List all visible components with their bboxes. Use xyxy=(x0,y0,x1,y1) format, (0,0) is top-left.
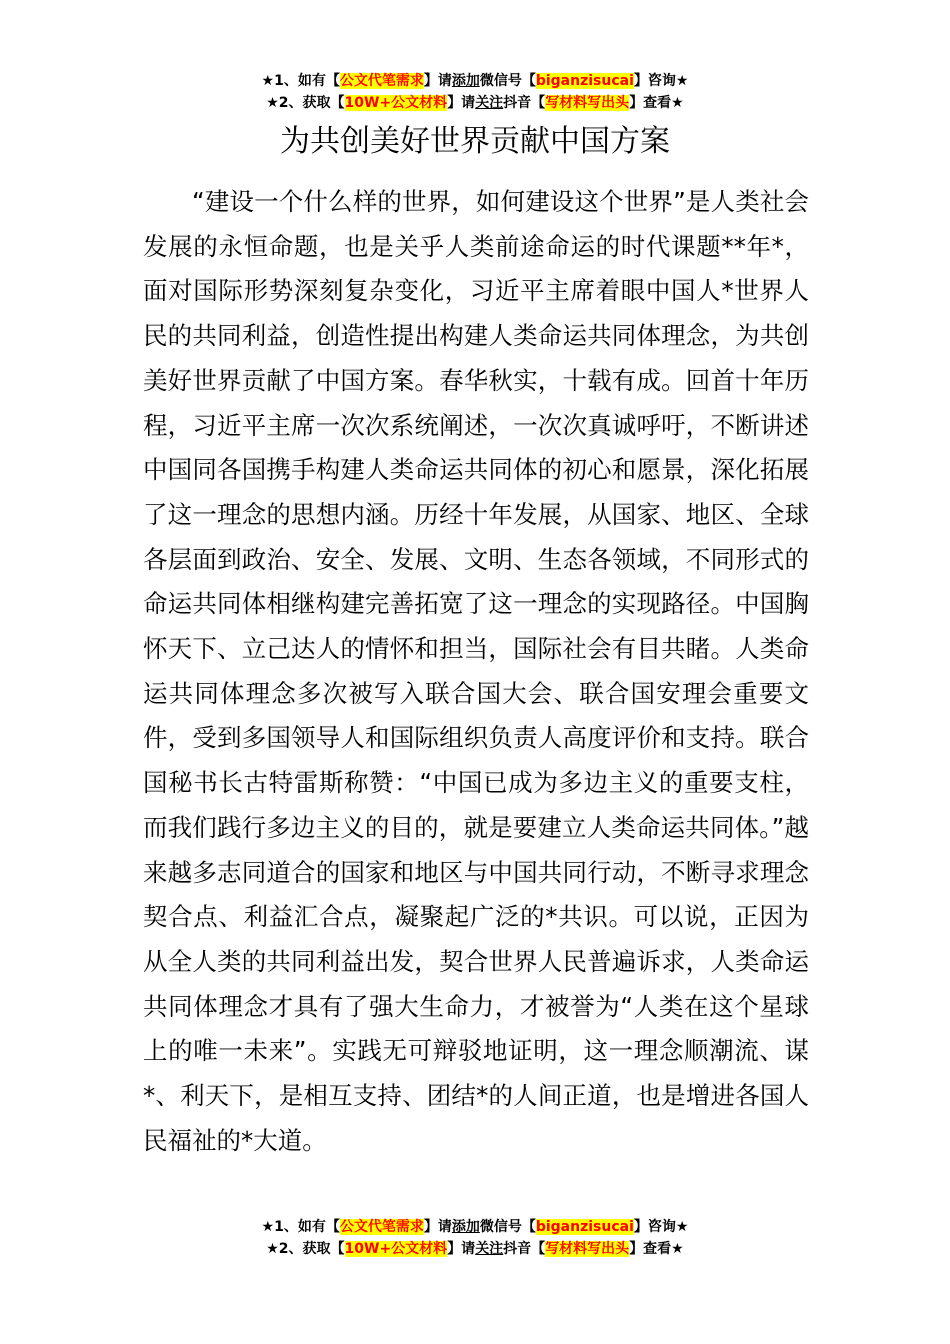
banner-highlight-wechat: biganzisucai xyxy=(535,1219,634,1235)
banner-underline: 关注 xyxy=(475,1241,504,1257)
banner-underline: 关注 xyxy=(475,95,504,111)
banner-text: 微信号【 xyxy=(479,73,536,89)
banner-text: 抖音【 xyxy=(503,1241,546,1257)
banner-line-2 xyxy=(0,1238,950,1260)
banner-highlight: 公文代笔需求 xyxy=(339,1219,424,1235)
banner-text: 】咨询★ xyxy=(633,73,689,89)
banner-highlight: 10W+公文材料 xyxy=(344,1241,448,1257)
header-banner xyxy=(0,70,950,114)
banner-text: ★2、获取【 xyxy=(266,1241,345,1257)
banner-text: 】请 xyxy=(447,95,476,111)
banner-line-1 xyxy=(0,70,950,92)
banner-text: 】请 xyxy=(447,1241,476,1257)
document-title: 为共创美好世界贡献中国方案 xyxy=(280,124,670,159)
banner-text: 】请 xyxy=(423,73,452,89)
banner-text: 微信号【 xyxy=(479,1219,536,1235)
document-body xyxy=(143,180,809,1163)
banner-text: 】请 xyxy=(423,1219,452,1235)
banner-highlight-douyin: 写材料写出头 xyxy=(545,1241,630,1257)
banner-text: ★1、如有【 xyxy=(261,73,340,89)
banner-line-1 xyxy=(0,1216,950,1238)
banner-highlight: 公文代笔需求 xyxy=(339,73,424,89)
body-paragraph: “建设一个什么样的世界，如何建设这个世界”是人类社会发展的永恒命题，也是关乎人类前途命运的时代课题**年*，面对国际形势深刻复杂变化，习近平主席着眼中国人*世界人民的共同利益，创造性提出构建人类命运共同体理念，为共创美好世界贡献了中国方案。春华秋实，十载有成。回首十年历程，习近平主席一次次系统阐述，一次次真诚呼吁，不断讲述中国同各国携手构建人类命运共同体的初心和愿景，深化拓展了这一理念的思想内涵。历经十年发展，从国家、地区、全球各层面到政治、安全、发展、文明、生态各领域，不同形式的命运共同体相继构建完善拓宽了这一理念的实现路径。中国胸怀天下、立己达人的情怀和担当，国际社会有目共睹。人类命运共同体理念多次被写入联合国大会、联合国安理会重要文件，受到多国领导人和国际组织负责人高度评价和支持。联合国秘书长古特雷斯称赞：“中国已成为多边主义的重要支柱，而我们践行多边主义的目的，就是要建立人类命运共同体。”越来越多志同道合的国家和地区与中国共同行动，不断寻求理念契合点、利益汇合点，凝聚起广泛的*共识。可以说，正因为从全人类的共同利益出发，契合世界人民普遍诉求，人类命运共同体理念才具有了强大生命力，才被誉为“人类在这个星球上的唯一未来”。实践无可辩驳地证明，这一理念顺潮流、谋*、利天下，是相互支持、团结*的人间正道，也是增进各国人民福祉的*大道。 xyxy=(143,187,809,1155)
banner-text: 抖音【 xyxy=(503,95,546,111)
banner-text: 】查看★ xyxy=(629,1241,684,1257)
banner-text: 】咨询★ xyxy=(633,1219,689,1235)
banner-text: ★2、获取【 xyxy=(266,95,345,111)
banner-text: 】查看★ xyxy=(629,95,684,111)
banner-highlight: 10W+公文材料 xyxy=(344,95,448,111)
banner-underline: 添加 xyxy=(451,73,480,89)
banner-line-2 xyxy=(0,92,950,114)
banner-underline: 添加 xyxy=(451,1219,480,1235)
banner-highlight-douyin: 写材料写出头 xyxy=(545,95,630,111)
banner-highlight-wechat: biganzisucai xyxy=(535,73,634,89)
footer-banner xyxy=(0,1216,950,1260)
banner-text: ★1、如有【 xyxy=(261,1219,340,1235)
